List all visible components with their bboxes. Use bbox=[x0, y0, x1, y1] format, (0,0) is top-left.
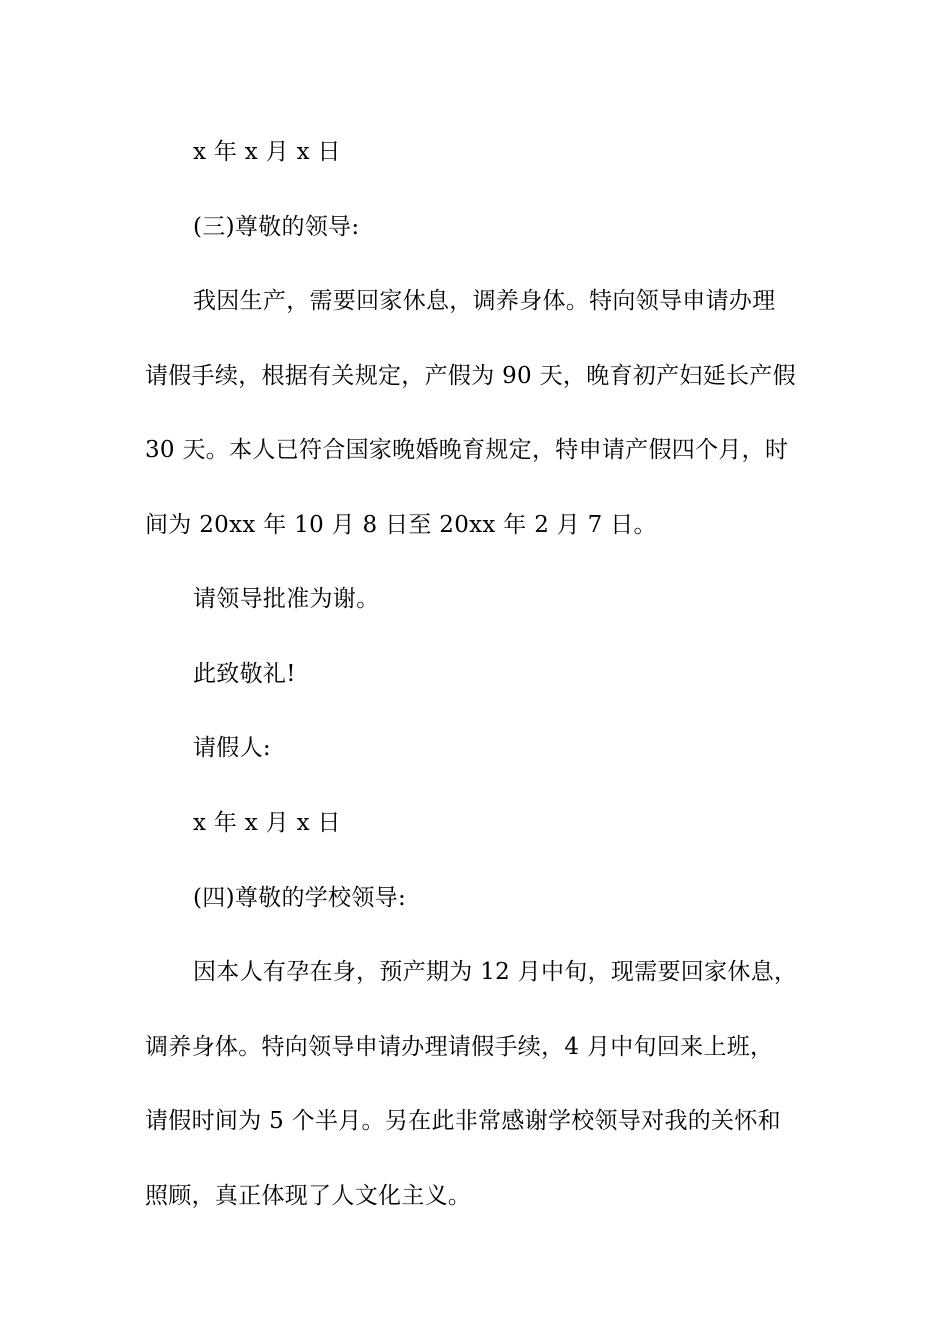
date-line: x 年 x 月 x 日 bbox=[193, 810, 341, 836]
date-line: x 年 x 月 x 日 bbox=[193, 139, 341, 165]
salutation: 此致敬礼! bbox=[193, 661, 296, 687]
paragraph-line: 30 天。本人已符合国家晚婚晚育规定，特申请产假四个月，时 bbox=[145, 437, 789, 463]
paragraph-line: 我因生产，需要回家休息，调养身体。特向领导申请办理 bbox=[193, 288, 776, 314]
paragraph-line: 请假手续，根据有关规定，产假为 90 天，晚育初产妇延长产假 bbox=[145, 363, 796, 389]
section-heading-four: (四)尊敬的学校领导: bbox=[193, 885, 406, 911]
paragraph-line: 间为 20xx 年 10 月 8 日至 20xx 年 2 月 7 日。 bbox=[145, 512, 657, 538]
paragraph-line: 请假时间为 5 个半月。另在此非常感谢学校领导对我的关怀和 bbox=[145, 1108, 781, 1134]
paragraph-line: 因本人有孕在身，预产期为 12 月中旬，现需要回家休息， bbox=[193, 959, 798, 985]
paragraph-line: 调养身体。特向领导申请办理请假手续，4 月中旬回来上班， bbox=[145, 1034, 774, 1060]
closing-request: 请领导批准为谢。 bbox=[193, 586, 380, 612]
applicant-label: 请假人: bbox=[193, 735, 271, 761]
section-heading-three: (三)尊敬的领导: bbox=[193, 214, 360, 240]
paragraph-line: 照顾，真正体现了人文化主义。 bbox=[145, 1183, 472, 1209]
